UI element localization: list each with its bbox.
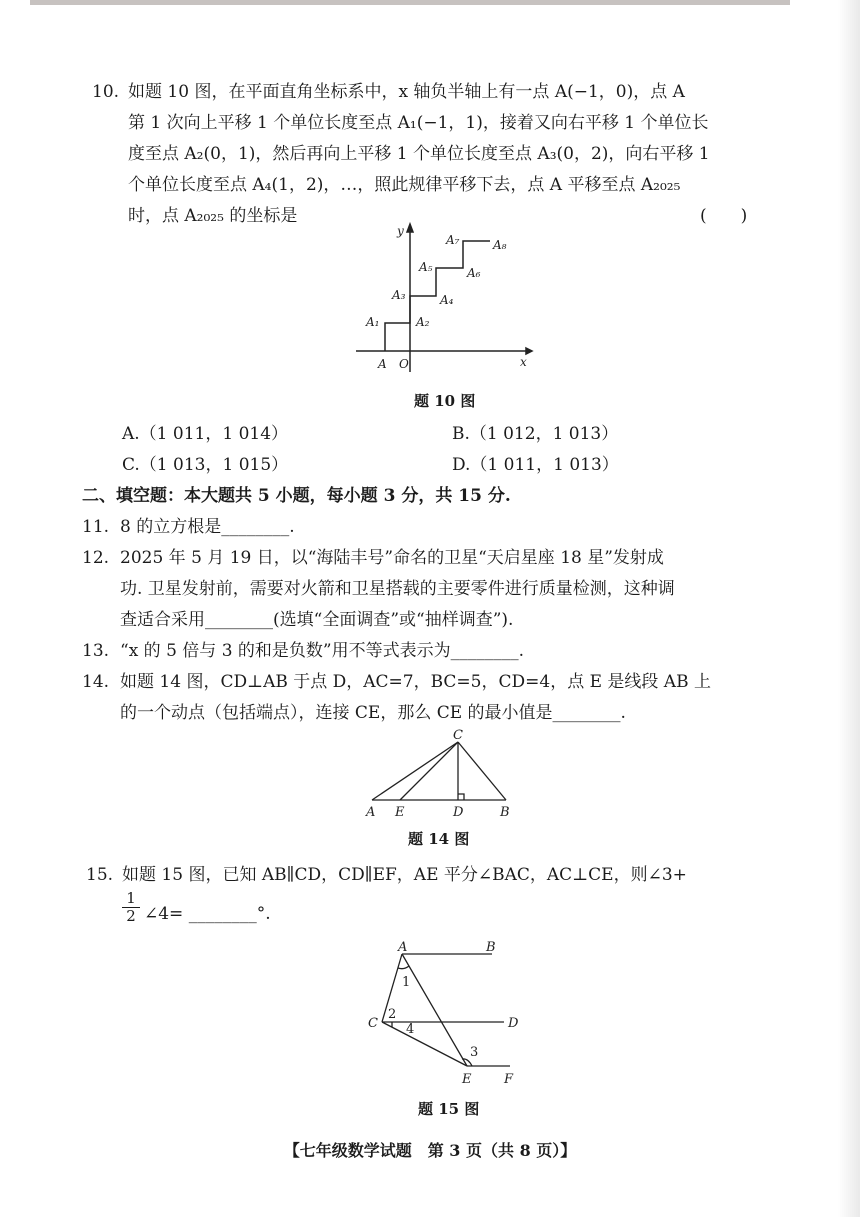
label-D: D [508, 1016, 519, 1031]
page-edge-shadow [838, 0, 860, 1217]
label-A2: A₂ [416, 315, 430, 329]
angle-3-label: 3 [470, 1045, 479, 1060]
q10-number: 10. [92, 82, 120, 102]
q10-figure-caption: 题 10 图 [414, 392, 476, 410]
q15-number: 15. [86, 865, 114, 885]
label-C: C [453, 728, 463, 743]
q11-text: 8 的立方根是________. [120, 517, 295, 537]
angle-1-arc [398, 966, 409, 969]
label-A: A [366, 805, 376, 820]
q13-number: 13. [82, 641, 110, 661]
label-E: E [462, 1072, 472, 1087]
angle-2-label: 2 [388, 1007, 397, 1022]
label-A5: A₅ [419, 260, 433, 274]
q14-figure [360, 728, 520, 823]
label-A: A [398, 940, 408, 955]
q10-option-a: A.（1 011，1 014） [122, 424, 289, 444]
label-D: D [453, 805, 464, 820]
label-B: B [486, 940, 496, 955]
q15-figure-caption: 题 15 图 [418, 1100, 480, 1118]
q14-line-1: 如题 14 图，CD⊥AB 于点 D，AC=7，BC=5，CD=4，点 E 是线段 AB 上 [120, 672, 711, 692]
q14-figure-caption: 题 14 图 [408, 830, 470, 848]
q13-text: “x 的 5 倍与 3 的和是负数”用不等式表示为________. [120, 641, 525, 661]
q12-number: 12. [82, 548, 110, 568]
label-C: C [368, 1016, 378, 1031]
q15-fraction [122, 890, 140, 925]
q14-number: 14. [82, 672, 110, 692]
q11-number: 11. [82, 517, 110, 537]
segment-AC [372, 742, 458, 800]
segment-CE [400, 742, 458, 800]
label-A6: A₆ [467, 266, 481, 280]
q10-line-2: 第 1 次向上平移 1 个单位长度至点 A₁(−1，1)，接着又向右平移 1 个单位长 [128, 113, 709, 133]
label-A3: A₃ [392, 288, 406, 302]
page-footer: 【七年级数学试题 第 3 页（共 8 页）】 [283, 1141, 577, 1160]
q14-line-2: 的一个动点（包括端点），连接 CE，那么 CE 的最小值是________. [120, 703, 626, 723]
y-axis-arrow [407, 224, 413, 232]
segment-BC [458, 742, 506, 800]
q10-line-4: 个单位长度至点 A₄(1，2)，…，照此规律平移下去，点 A 平移至点 A₂₀₂₅ [128, 175, 681, 195]
q15-figure [362, 938, 532, 1090]
label-B: B [500, 805, 510, 820]
q10-option-d: D.（1 011，1 013） [452, 455, 619, 475]
q10-figure [340, 220, 540, 380]
q10-answer-bracket: ( ) [700, 206, 748, 226]
label-A1: A₁ [366, 315, 380, 329]
x-axis-label: x [520, 355, 527, 369]
top-scan-edge [30, 0, 790, 5]
section-2-title: 二、填空题：本大题共 5 小题，每小题 3 分，共 15 分. [82, 486, 511, 506]
q12-line-2: 功. 卫星发射前，需要对火箭和卫星搭载的主要零件进行质量检测，这种调 [120, 579, 675, 599]
q15-line-2: ∠4= ________°. [144, 904, 271, 924]
label-A: A [378, 357, 387, 371]
q12-line-3: 查适合采用________(选填“全面调查”或“抽样调查”). [120, 610, 514, 630]
y-axis-label: y [397, 224, 404, 238]
label-A7: A₇ [446, 233, 460, 247]
q15-line-1: 如题 15 图，已知 AB∥CD，CD∥EF，AE 平分∠BAC，AC⊥CE，则∠3+ [122, 865, 687, 885]
x-axis-arrow [526, 348, 532, 354]
origin-label: O [399, 357, 409, 371]
fraction-denominator: 2 [126, 907, 136, 925]
angle-1-label: 1 [402, 975, 411, 990]
q10-line-1: 如题 10 图，在平面直角坐标系中，x 轴负半轴上有一点 A(−1，0)，点 A [128, 82, 685, 102]
q10-option-c: C.（1 013，1 015） [122, 455, 289, 475]
q10-option-b: B.（1 012，1 013） [452, 424, 619, 444]
label-A4: A₄ [440, 293, 454, 307]
label-F: F [504, 1072, 514, 1087]
q12-line-1: 2025 年 5 月 19 日，以“海陆丰号”命名的卫星“天启星座 18 星”发射成 [120, 548, 664, 568]
fraction-numerator: 1 [122, 890, 140, 908]
q10-line-5: 时，点 A₂₀₂₅ 的坐标是 [128, 206, 298, 226]
q10-line-3: 度至点 A₂(0，1)，然后再向上平移 1 个单位长度至点 A₃(0，2)，向右平移 1 [128, 144, 710, 164]
label-E: E [395, 805, 405, 820]
angle-4-label: 4 [406, 1022, 415, 1037]
right-angle-mark [458, 794, 464, 800]
label-A8: A₈ [493, 238, 507, 252]
